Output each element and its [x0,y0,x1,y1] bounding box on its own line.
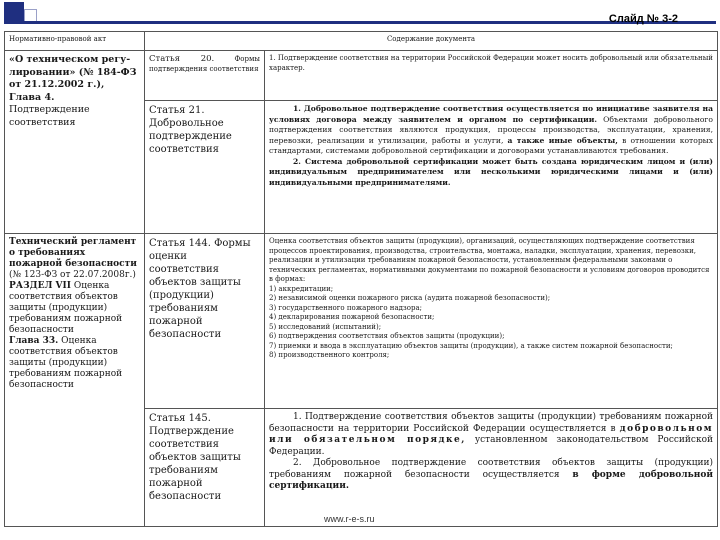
reg-section-name: Оценка соответствия объектов защиты (продукции) требованиям пожарной безопасности [9,281,123,335]
reg-cell [5,234,145,527]
article-20-cell [145,51,265,101]
article-145-p2a: 2. Добровольное подтверждение соответствия объектов защиты (продукции) требованиям пожарной безопасности осуществляется [269,458,714,480]
article-145-p2b: в форме добровольной сертификации. [269,469,714,491]
article-145-p1c: установленном законодательством Российской Федерации. [269,435,714,457]
law-cell [5,51,145,234]
article-144-name: Формы оценки соответствия объектов защиты (продукции) требованиям пожарной безопасности [149,238,251,340]
list-item: 1) аккредитации; [269,284,334,293]
law-chapter-name: Подтверждение соответствия [9,104,90,128]
article-20-name: Формы подтверждения соответствия [149,55,260,73]
table-row [5,51,718,101]
article-21-p1c: а также иные объекты, [507,135,618,145]
article-21-p1b: Объектами добровольного подтверждения соответствия являются продукция, процессы производства, эксплуатации, хранения, перевозки, реализации и утилизации, работы и услуги, [269,114,714,145]
article-21-text [265,101,718,234]
article-21-p1d: в отношении которых стандартами, системами добровольной сертификации и договорами устанавливаются требования. [269,135,714,155]
article-145-text [265,409,718,527]
law-chapter: Глава 4. [9,91,55,103]
article-20-text: 1. Подтверждение соответствия на территории Российской Федерации может носить добровольный или обязательный характер. [265,51,718,101]
article-144-number: Статья 144. [149,238,211,249]
article-145-name: Подтверждение соответствия объектов защиты требованиям пожарной безопасности [149,426,241,502]
list-item: 3) государственного пожарного надзора; [269,303,422,312]
header-row [5,32,718,51]
list-item: 8) производственного контроля; [269,351,390,359]
list-item: 7) приемки и ввода в эксплуатацию объектов защиты (продукции), а также систем пожарной безопасности; [269,341,673,350]
list-item: 5) исследований (испытаний); [269,322,382,331]
article-21-p2: 2. Система добровольной сертификации может быть создана юридическим лицом и (или) индивидуальным предпринимателем или несколькими юридическими лицами и (или) индивидуальными предпринимателями. [269,156,714,187]
article-144-intro: Оценка соответствия объектов защиты (продукции), организаций, осуществляющих подтверждение соответствия процессов проектирования, производства, строительства, монтажа, наладки, эксплуатации, хранения, перевозки, реализации и утилизации требованиям пожарной безопасности, установленным федеральными законами о технических регламентах, нормативными документами по пожарной безопасности и условиям договоров проводится в формах: [269,237,710,283]
article-145-number: Статья 145. [149,413,211,424]
reg-title: Технический регламент о требованиях пожарной безопасности [9,237,137,269]
list-item: 4) декларирования пожарной безопасности; [269,313,435,321]
slide-title: Слайд № 3-2 [608,13,678,25]
law-title: «О техническом регу-лировании» (№ 184-ФЗ от 21.12.2002 г.), [9,54,137,90]
title-square-large [4,2,24,22]
article-145-p1b: добровольном или обязательном порядке, [269,423,714,445]
reg-chapter-name: Оценка соответствия объектов защиты (продукции) требованиям пожарной безопасности [9,336,123,390]
article-20-number: Статья 20. [149,54,215,64]
article-21-name: Добровольное подтверждение соответствия [149,118,232,155]
header-act: Нормативно-правовой акт [5,32,145,51]
reg-section: РАЗДЕЛ VII [9,281,71,291]
article-21-number: Статья 21. [149,105,205,116]
article-145-p1a: 1. Подтверждение соответствия объектов защиты (продукции) требованиям пожарной безопасности на территории Российской Федерации осуществляется в [269,412,714,434]
reg-chapter: Глава 33. [9,336,59,346]
site-url: www.r-e-s.ru [324,514,375,524]
header-content: Содержание документа [145,32,718,51]
list-item: 6) подтверждения соответствия объектов защиты (продукции); [269,332,505,340]
reg-number: (№ 123-ФЗ от 22.07.2008г.) [9,270,136,280]
article-145-cell [145,409,265,527]
list-item: 2) независимой оценки пожарного риска (аудита пожарной безопасности); [269,294,551,302]
article-21-cell [145,101,265,234]
article-144-cell [145,234,265,409]
article-21-p1a: 1. Добровольное подтверждение соответствия осуществляется по инициативе заявителя на условиях договора между заявителем и органом по сертификации. [269,104,714,124]
article-144-text [265,234,718,409]
table-row [5,234,718,409]
legal-table [4,31,718,527]
